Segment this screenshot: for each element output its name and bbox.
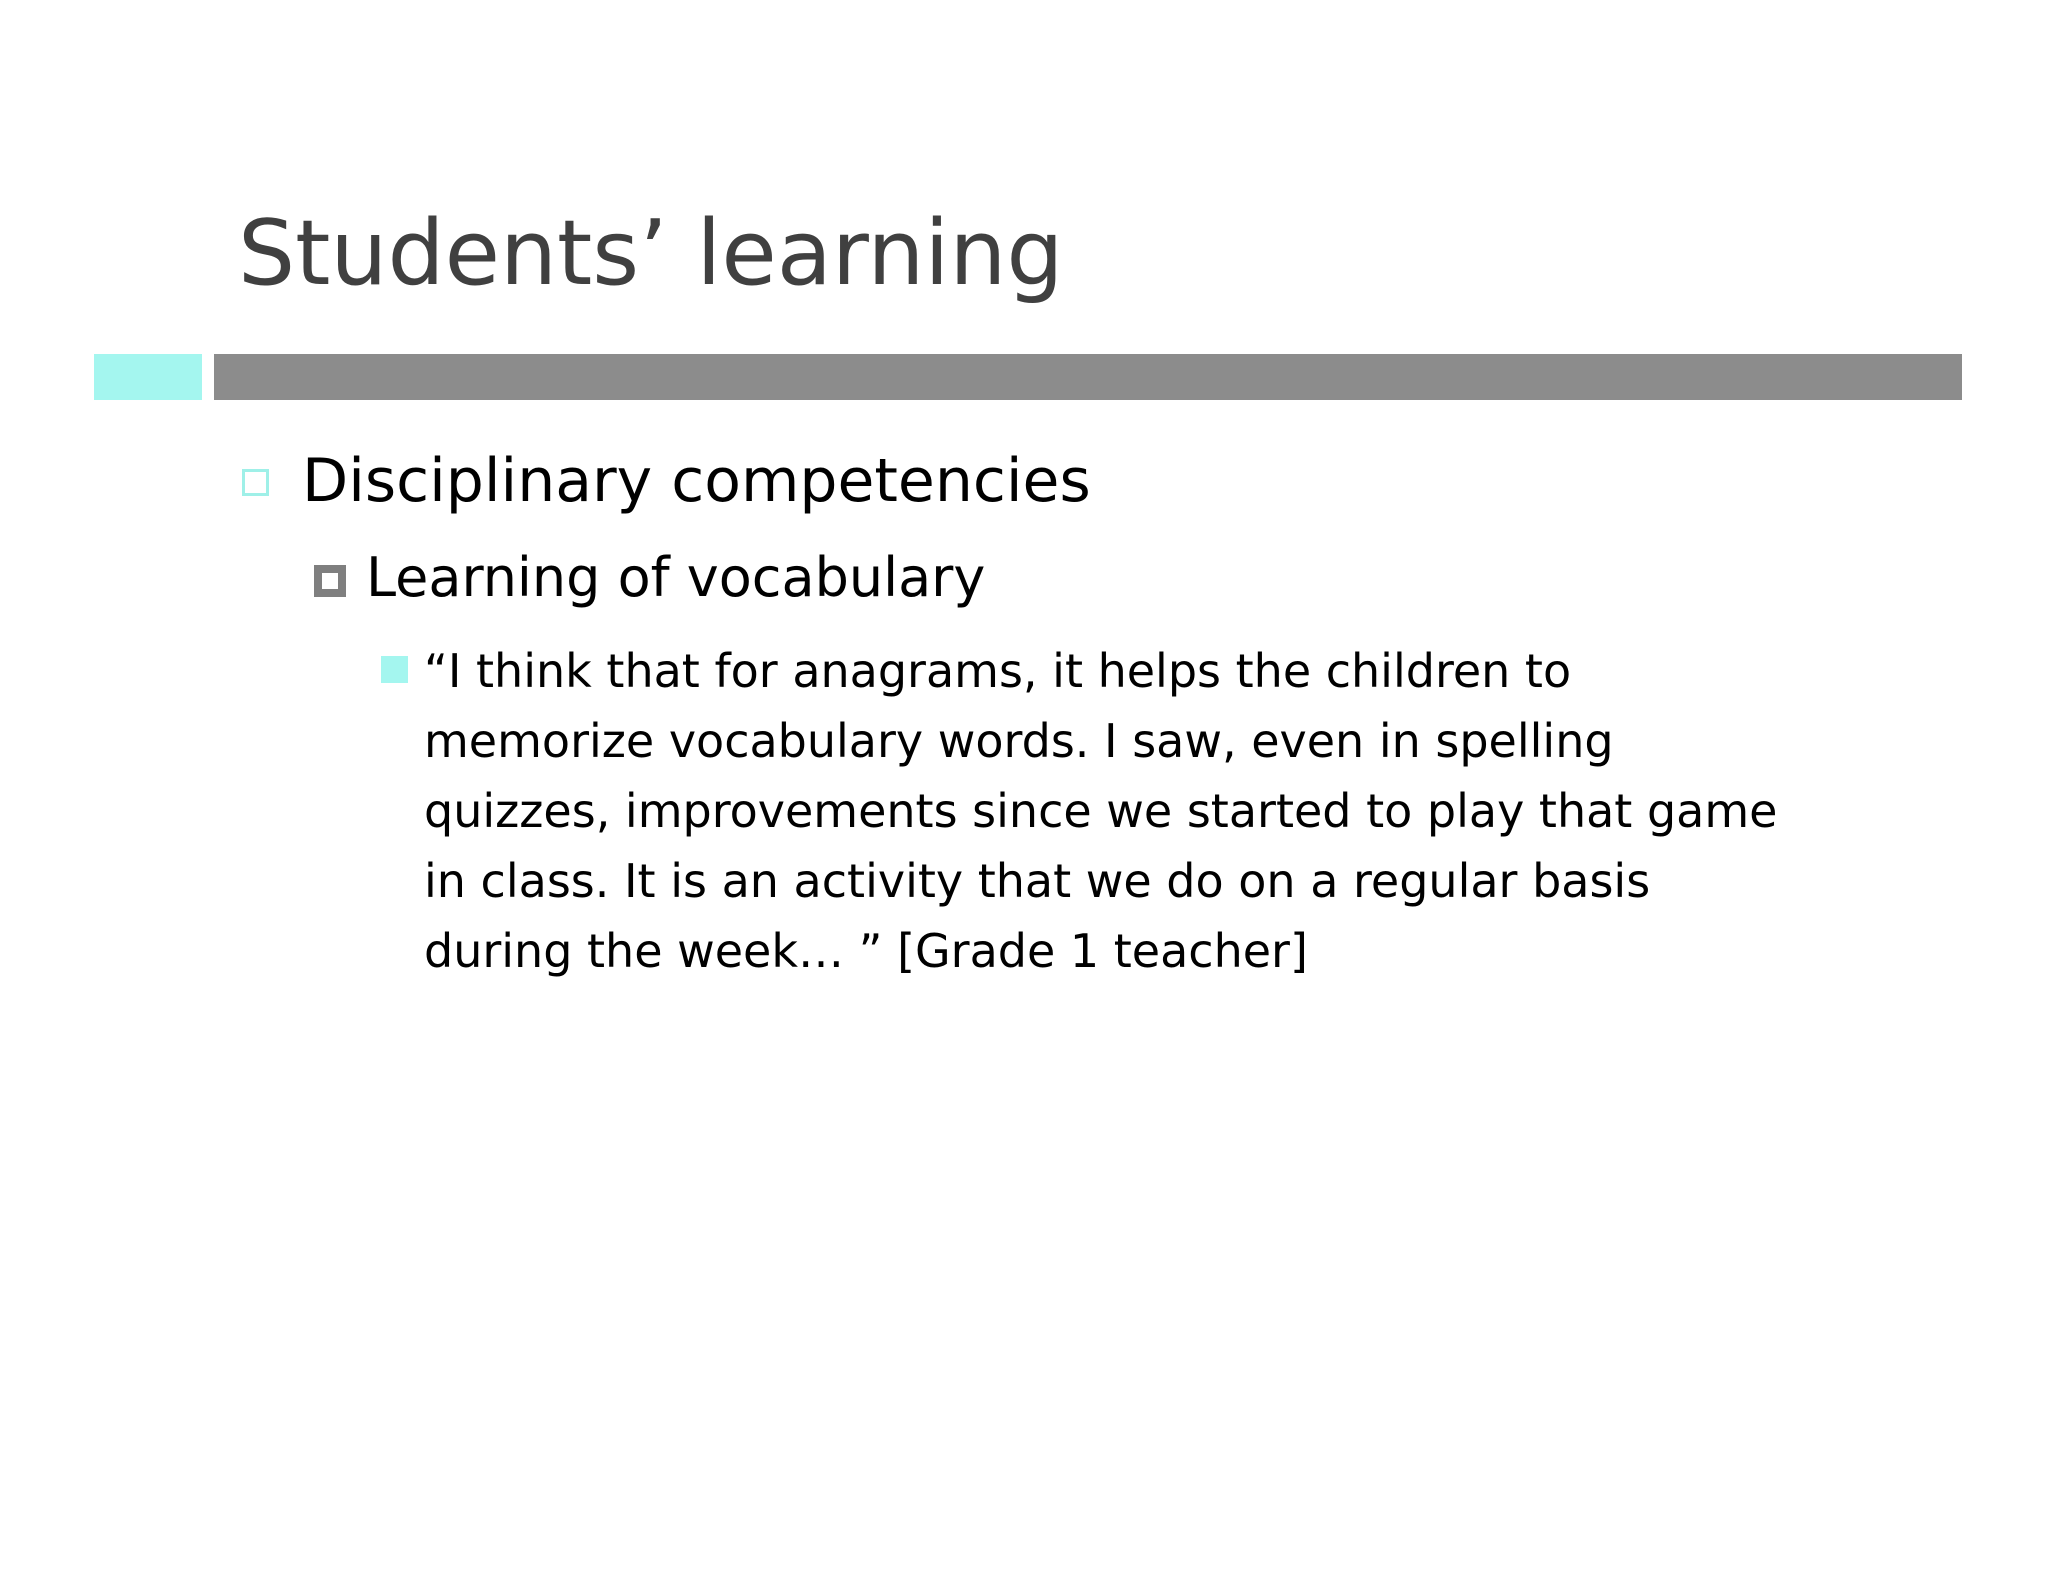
quote-line: in class. It is an activity that we do on a regular basis <box>424 854 1651 908</box>
quote-line: quizzes, improvements since we started to play that game <box>424 784 1778 838</box>
framed-square-bullet-icon <box>314 565 346 597</box>
bullet-disciplinary-competencies: Disciplinary competencies <box>302 446 1091 516</box>
title-rule-accent <box>94 354 202 400</box>
filled-square-bullet-icon <box>381 656 408 683</box>
title-rule-bar <box>214 354 1962 400</box>
quote-line: memorize vocabulary words. I saw, even in spelling <box>424 714 1614 768</box>
quote-line: during the week… ” [Grade 1 teacher] <box>424 924 1308 978</box>
bullet-learning-of-vocabulary: Learning of vocabulary <box>366 546 986 609</box>
hollow-square-bullet-icon <box>242 469 269 496</box>
quote-line: “I think that for anagrams, it helps the children to <box>424 644 1572 698</box>
slide-title: Students’ learning <box>238 201 1064 306</box>
teacher-quote <box>424 636 1944 986</box>
